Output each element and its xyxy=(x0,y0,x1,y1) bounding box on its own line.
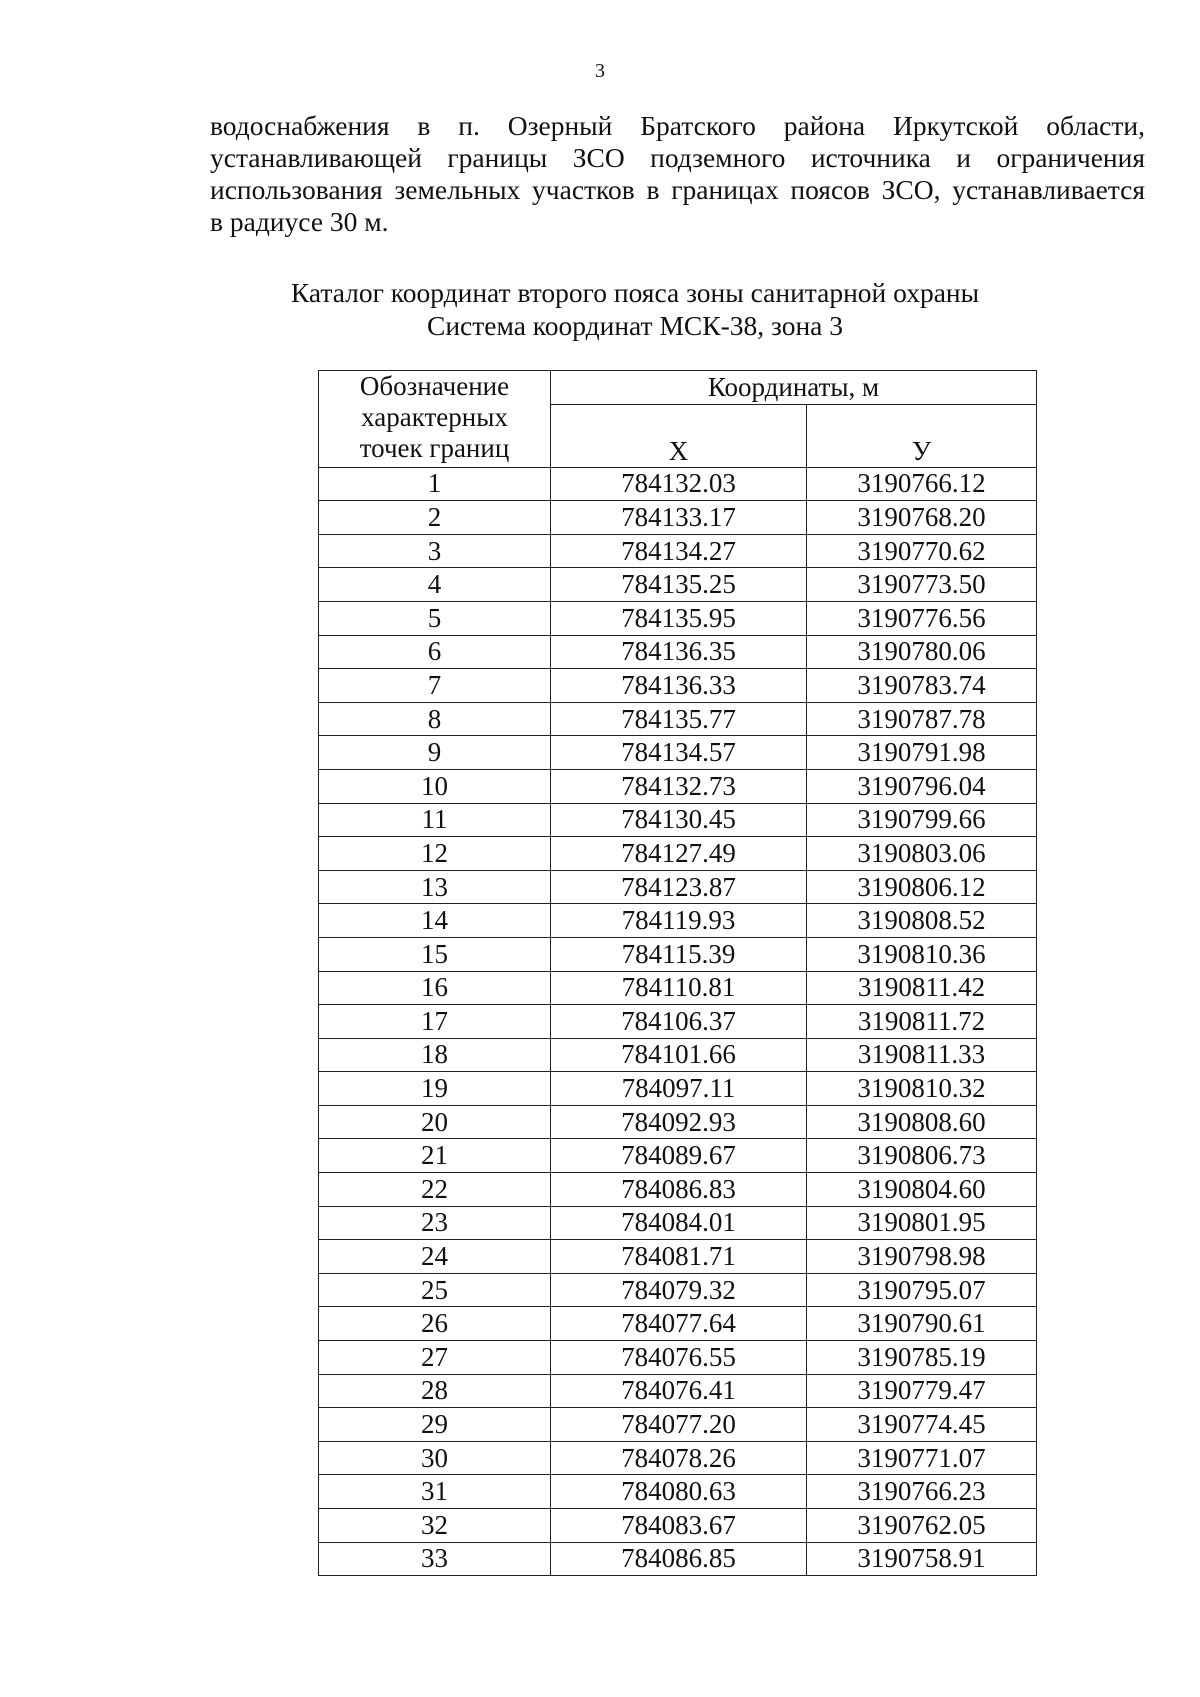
header-name-line: характерных xyxy=(361,402,508,432)
y-coordinate-cell: 3190787.78 xyxy=(807,702,1037,736)
x-coordinate-cell: 784079.32 xyxy=(551,1273,807,1307)
point-number-cell: 5 xyxy=(319,601,551,635)
point-number-cell: 25 xyxy=(319,1273,551,1307)
table-row xyxy=(319,971,1037,1005)
table-row xyxy=(319,937,1037,971)
x-coordinate-cell: 784127.49 xyxy=(551,837,807,871)
x-coordinate-cell: 784110.81 xyxy=(551,971,807,1005)
x-coordinate-cell: 784076.41 xyxy=(551,1374,807,1408)
body-paragraph xyxy=(210,110,1145,238)
x-coordinate-cell: 784135.95 xyxy=(551,601,807,635)
x-coordinate-cell: 784084.01 xyxy=(551,1206,807,1240)
y-coordinate-cell: 3190804.60 xyxy=(807,1173,1037,1207)
point-number-cell: 32 xyxy=(319,1509,551,1543)
table-row xyxy=(319,837,1037,871)
y-coordinate-cell: 3190766.12 xyxy=(807,467,1037,501)
y-coordinate-cell: 3190768.20 xyxy=(807,501,1037,535)
x-coordinate-cell: 784123.87 xyxy=(551,870,807,904)
y-coordinate-cell: 3190808.52 xyxy=(807,904,1037,938)
point-number-cell: 14 xyxy=(319,904,551,938)
caption-title: Каталог координат второго пояса зоны санитарной охраны xyxy=(290,277,980,308)
table-row xyxy=(319,534,1037,568)
table-row xyxy=(319,1005,1037,1039)
x-coordinate-cell: 784130.45 xyxy=(551,803,807,837)
point-number-cell: 27 xyxy=(319,1341,551,1375)
y-coordinate-cell: 3190790.61 xyxy=(807,1307,1037,1341)
x-coordinate-cell: 784092.93 xyxy=(551,1105,807,1139)
y-coordinate-cell: 3190791.98 xyxy=(807,736,1037,770)
paragraph-line: в радиусе 30 м. xyxy=(210,206,389,237)
table-row xyxy=(319,1374,1037,1408)
table-row xyxy=(319,501,1037,535)
table-row xyxy=(319,1173,1037,1207)
table-row xyxy=(319,702,1037,736)
point-number-cell: 2 xyxy=(319,501,551,535)
point-number-cell: 9 xyxy=(319,736,551,770)
header-point-designation xyxy=(319,371,551,468)
table-row xyxy=(319,669,1037,703)
page-number: 3 xyxy=(595,60,605,82)
y-coordinate-cell: 3190783.74 xyxy=(807,669,1037,703)
header-name-line: Обозначение xyxy=(359,371,510,401)
table-row xyxy=(319,1509,1037,1543)
table-row xyxy=(319,635,1037,669)
table-row xyxy=(319,769,1037,803)
x-coordinate-cell: 784076.55 xyxy=(551,1341,807,1375)
point-number-cell: 22 xyxy=(319,1173,551,1207)
x-coordinate-cell: 784132.73 xyxy=(551,769,807,803)
table-row xyxy=(319,1441,1037,1475)
x-coordinate-cell: 784134.27 xyxy=(551,534,807,568)
point-number-cell: 23 xyxy=(319,1206,551,1240)
x-coordinate-cell: 784086.83 xyxy=(551,1173,807,1207)
table-row xyxy=(319,1341,1037,1375)
y-coordinate-cell: 3190801.95 xyxy=(807,1206,1037,1240)
header-y: У xyxy=(807,404,1037,467)
point-number-cell: 13 xyxy=(319,870,551,904)
table-row xyxy=(319,1408,1037,1442)
x-coordinate-cell: 784080.63 xyxy=(551,1475,807,1509)
y-coordinate-cell: 3190810.36 xyxy=(807,937,1037,971)
table-row xyxy=(319,904,1037,938)
table-row xyxy=(319,1038,1037,1072)
table-row xyxy=(319,1475,1037,1509)
table-row xyxy=(319,1542,1037,1576)
table-row xyxy=(319,1206,1037,1240)
x-coordinate-cell: 784106.37 xyxy=(551,1005,807,1039)
point-number-cell: 21 xyxy=(319,1139,551,1173)
y-coordinate-cell: 3190770.62 xyxy=(807,534,1037,568)
x-coordinate-cell: 784133.17 xyxy=(551,501,807,535)
x-coordinate-cell: 784115.39 xyxy=(551,937,807,971)
table-caption xyxy=(0,276,1200,342)
x-coordinate-cell: 784083.67 xyxy=(551,1509,807,1543)
point-number-cell: 12 xyxy=(319,837,551,871)
y-coordinate-cell: 3190762.05 xyxy=(807,1509,1037,1543)
point-number-cell: 11 xyxy=(319,803,551,837)
paragraph-line: устанавливающей границы ЗСО подземного источника и ограничения xyxy=(210,142,1145,173)
point-number-cell: 16 xyxy=(319,971,551,1005)
table-body xyxy=(319,467,1037,1576)
point-number-cell: 10 xyxy=(319,769,551,803)
caption-subtitle: Система координат МСК-38, зона 3 xyxy=(427,310,843,341)
x-coordinate-cell: 784101.66 xyxy=(551,1038,807,1072)
table-row xyxy=(319,568,1037,602)
y-coordinate-cell: 3190776.56 xyxy=(807,601,1037,635)
x-coordinate-cell: 784119.93 xyxy=(551,904,807,938)
y-coordinate-cell: 3190779.47 xyxy=(807,1374,1037,1408)
y-coordinate-cell: 3190795.07 xyxy=(807,1273,1037,1307)
header-name-line: точек границ xyxy=(359,433,510,463)
x-coordinate-cell: 784136.33 xyxy=(551,669,807,703)
point-number-cell: 7 xyxy=(319,669,551,703)
y-coordinate-cell: 3190798.98 xyxy=(807,1240,1037,1274)
paragraph-line: использования земельных участков в границах поясов ЗСО, устанавливается xyxy=(210,174,1145,205)
point-number-cell: 6 xyxy=(319,635,551,669)
point-number-cell: 30 xyxy=(319,1441,551,1475)
table-row xyxy=(319,736,1037,770)
table-row xyxy=(319,1072,1037,1106)
y-coordinate-cell: 3190766.23 xyxy=(807,1475,1037,1509)
point-number-cell: 19 xyxy=(319,1072,551,1106)
x-coordinate-cell: 784086.85 xyxy=(551,1542,807,1576)
point-number-cell: 31 xyxy=(319,1475,551,1509)
paragraph-line: водоснабжения в п. Озерный Братского района Иркутской области, xyxy=(210,110,1145,141)
y-coordinate-cell: 3190811.33 xyxy=(807,1038,1037,1072)
point-number-cell: 15 xyxy=(319,937,551,971)
point-number-cell: 26 xyxy=(319,1307,551,1341)
table-row xyxy=(319,467,1037,501)
point-number-cell: 29 xyxy=(319,1408,551,1442)
x-coordinate-cell: 784089.67 xyxy=(551,1139,807,1173)
x-coordinate-cell: 784097.11 xyxy=(551,1072,807,1106)
point-number-cell: 20 xyxy=(319,1105,551,1139)
y-coordinate-cell: 3190796.04 xyxy=(807,769,1037,803)
table-row xyxy=(319,1240,1037,1274)
x-coordinate-cell: 784132.03 xyxy=(551,467,807,501)
y-coordinate-cell: 3190808.60 xyxy=(807,1105,1037,1139)
table-row xyxy=(319,1139,1037,1173)
point-number-cell: 3 xyxy=(319,534,551,568)
y-coordinate-cell: 3190771.07 xyxy=(807,1441,1037,1475)
x-coordinate-cell: 784135.25 xyxy=(551,568,807,602)
y-coordinate-cell: 3190758.91 xyxy=(807,1542,1037,1576)
point-number-cell: 17 xyxy=(319,1005,551,1039)
point-number-cell: 28 xyxy=(319,1374,551,1408)
y-coordinate-cell: 3190773.50 xyxy=(807,568,1037,602)
y-coordinate-cell: 3190803.06 xyxy=(807,837,1037,871)
x-coordinate-cell: 784136.35 xyxy=(551,635,807,669)
y-coordinate-cell: 3190774.45 xyxy=(807,1408,1037,1442)
point-number-cell: 1 xyxy=(319,467,551,501)
y-coordinate-cell: 3190806.73 xyxy=(807,1139,1037,1173)
table-row xyxy=(319,803,1037,837)
header-x: X xyxy=(551,404,807,467)
table-row xyxy=(319,1307,1037,1341)
point-number-cell: 24 xyxy=(319,1240,551,1274)
table-row xyxy=(319,601,1037,635)
point-number-cell: 8 xyxy=(319,702,551,736)
table-row xyxy=(319,1273,1037,1307)
y-coordinate-cell: 3190799.66 xyxy=(807,803,1037,837)
point-number-cell: 18 xyxy=(319,1038,551,1072)
table-row xyxy=(319,870,1037,904)
y-coordinate-cell: 3190810.32 xyxy=(807,1072,1037,1106)
header-coordinates: Координаты, м xyxy=(551,371,1037,405)
coordinates-table xyxy=(318,370,1037,1576)
y-coordinate-cell: 3190811.42 xyxy=(807,971,1037,1005)
y-coordinate-cell: 3190780.06 xyxy=(807,635,1037,669)
x-coordinate-cell: 784077.20 xyxy=(551,1408,807,1442)
x-coordinate-cell: 784077.64 xyxy=(551,1307,807,1341)
point-number-cell: 33 xyxy=(319,1542,551,1576)
table-row xyxy=(319,1105,1037,1139)
x-coordinate-cell: 784078.26 xyxy=(551,1441,807,1475)
y-coordinate-cell: 3190811.72 xyxy=(807,1005,1037,1039)
x-coordinate-cell: 784135.77 xyxy=(551,702,807,736)
x-coordinate-cell: 784134.57 xyxy=(551,736,807,770)
x-coordinate-cell: 784081.71 xyxy=(551,1240,807,1274)
y-coordinate-cell: 3190785.19 xyxy=(807,1341,1037,1375)
y-coordinate-cell: 3190806.12 xyxy=(807,870,1037,904)
point-number-cell: 4 xyxy=(319,568,551,602)
